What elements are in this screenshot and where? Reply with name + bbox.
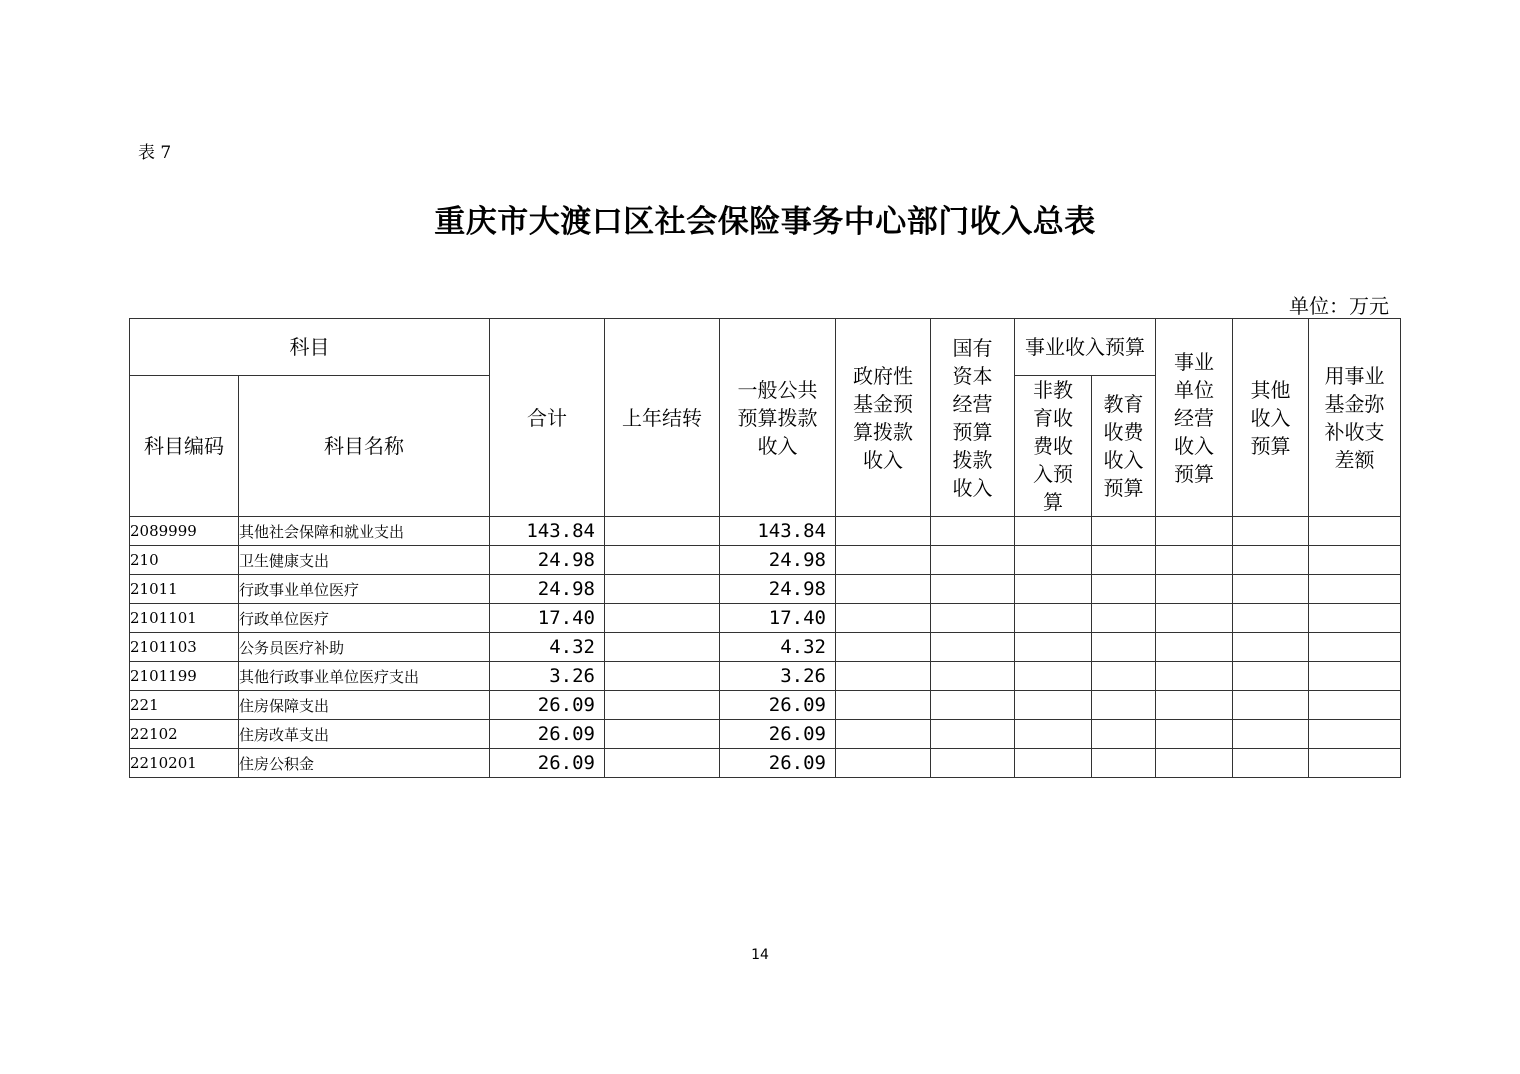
total-value: 143.84 xyxy=(490,517,605,546)
carryover-value xyxy=(605,575,720,604)
general-budget-value: 4.32 xyxy=(720,633,836,662)
general-budget-value: 24.98 xyxy=(720,546,836,575)
carryover-value xyxy=(605,604,720,633)
table-row xyxy=(130,691,1401,720)
subject-code: 2101199 xyxy=(130,662,239,691)
carryover-value xyxy=(605,546,720,575)
subject-code: 221 xyxy=(130,691,239,720)
carryover-value xyxy=(605,662,720,691)
table-row xyxy=(130,749,1401,778)
page-number: 14 xyxy=(751,947,769,963)
table-label: 表 7 xyxy=(138,143,172,163)
header-non-edu-fee-label: 非教育收费收入预算 xyxy=(1033,378,1073,514)
subject-name: 住房改革支出 xyxy=(239,720,490,749)
carryover-value xyxy=(605,517,720,546)
general-budget-value: 143.84 xyxy=(720,517,836,546)
subject-code: 22102 xyxy=(130,720,239,749)
general-budget-value: 3.26 xyxy=(720,662,836,691)
header-subject: 科目 xyxy=(130,319,490,376)
header-career-income xyxy=(1015,319,1156,376)
header-non-edu-fee xyxy=(1015,376,1092,517)
header-state-capital-label: 国有资本经营预算拨款收入 xyxy=(952,335,993,500)
header-carryover: 上年结转 xyxy=(605,319,720,517)
table-row xyxy=(130,662,1401,691)
table-row xyxy=(130,546,1401,575)
subject-code: 2210201 xyxy=(130,749,239,778)
subject-name: 住房公积金 xyxy=(239,749,490,778)
header-fund-offset xyxy=(1309,319,1401,517)
carryover-value xyxy=(605,720,720,749)
header-edu-fee xyxy=(1092,376,1156,517)
total-value: 24.98 xyxy=(490,575,605,604)
header-other-income xyxy=(1233,319,1309,517)
header-subject-name: 科目名称 xyxy=(239,376,490,517)
header-unit-operation-label: 事业单位经营收入预算 xyxy=(1174,349,1214,486)
table-row xyxy=(130,720,1401,749)
subject-code: 21011 xyxy=(130,575,239,604)
total-value: 24.98 xyxy=(490,546,605,575)
subject-code: 2101103 xyxy=(130,633,239,662)
income-summary-table xyxy=(129,318,1401,778)
total-value: 26.09 xyxy=(490,691,605,720)
total-value: 26.09 xyxy=(490,749,605,778)
page-title: 重庆市大渡口区社会保险事务中心部门收入总表 xyxy=(434,204,1096,240)
carryover-value xyxy=(605,691,720,720)
header-state-capital xyxy=(931,319,1015,517)
table-row xyxy=(130,517,1401,546)
general-budget-value: 17.40 xyxy=(720,604,836,633)
subject-name: 卫生健康支出 xyxy=(239,546,490,575)
header-gov-fund xyxy=(836,319,931,517)
subject-name: 其他社会保障和就业支出 xyxy=(239,517,490,546)
carryover-value xyxy=(605,633,720,662)
unit-label: 单位：万元 xyxy=(1289,294,1389,318)
header-total: 合计 xyxy=(490,319,605,517)
general-budget-value: 24.98 xyxy=(720,575,836,604)
table-row xyxy=(130,633,1401,662)
total-value: 26.09 xyxy=(490,720,605,749)
header-general-budget xyxy=(720,319,836,517)
header-gov-fund-label: 政府性基金预算拨款收入 xyxy=(853,363,913,472)
header-subject-code: 科目编码 xyxy=(130,376,239,517)
subject-code: 2101101 xyxy=(130,604,239,633)
header-general-budget-label: 一般公共预算拨款收入 xyxy=(737,377,818,458)
subject-name: 行政单位医疗 xyxy=(239,604,490,633)
table-row xyxy=(130,575,1401,604)
general-budget-value: 26.09 xyxy=(720,720,836,749)
header-career-income-label: 事业收入预算 xyxy=(1025,335,1145,359)
table-row xyxy=(130,604,1401,633)
total-value: 17.40 xyxy=(490,604,605,633)
total-value: 3.26 xyxy=(490,662,605,691)
subject-name: 行政事业单位医疗 xyxy=(239,575,490,604)
header-fund-offset-label: 用事业基金弥补收支差额 xyxy=(1324,363,1385,472)
total-value: 4.32 xyxy=(490,633,605,662)
header-other-income-label: 其他收入预算 xyxy=(1250,377,1291,458)
subject-code: 210 xyxy=(130,546,239,575)
subject-name: 其他行政事业单位医疗支出 xyxy=(239,662,490,691)
subject-name: 住房保障支出 xyxy=(239,691,490,720)
header-edu-fee-label: 教育收费收入预算 xyxy=(1103,392,1144,500)
general-budget-value: 26.09 xyxy=(720,749,836,778)
general-budget-value: 26.09 xyxy=(720,691,836,720)
subject-name: 公务员医疗补助 xyxy=(239,633,490,662)
subject-code: 2089999 xyxy=(130,517,239,546)
carryover-value xyxy=(605,749,720,778)
header-unit-operation xyxy=(1156,319,1233,517)
